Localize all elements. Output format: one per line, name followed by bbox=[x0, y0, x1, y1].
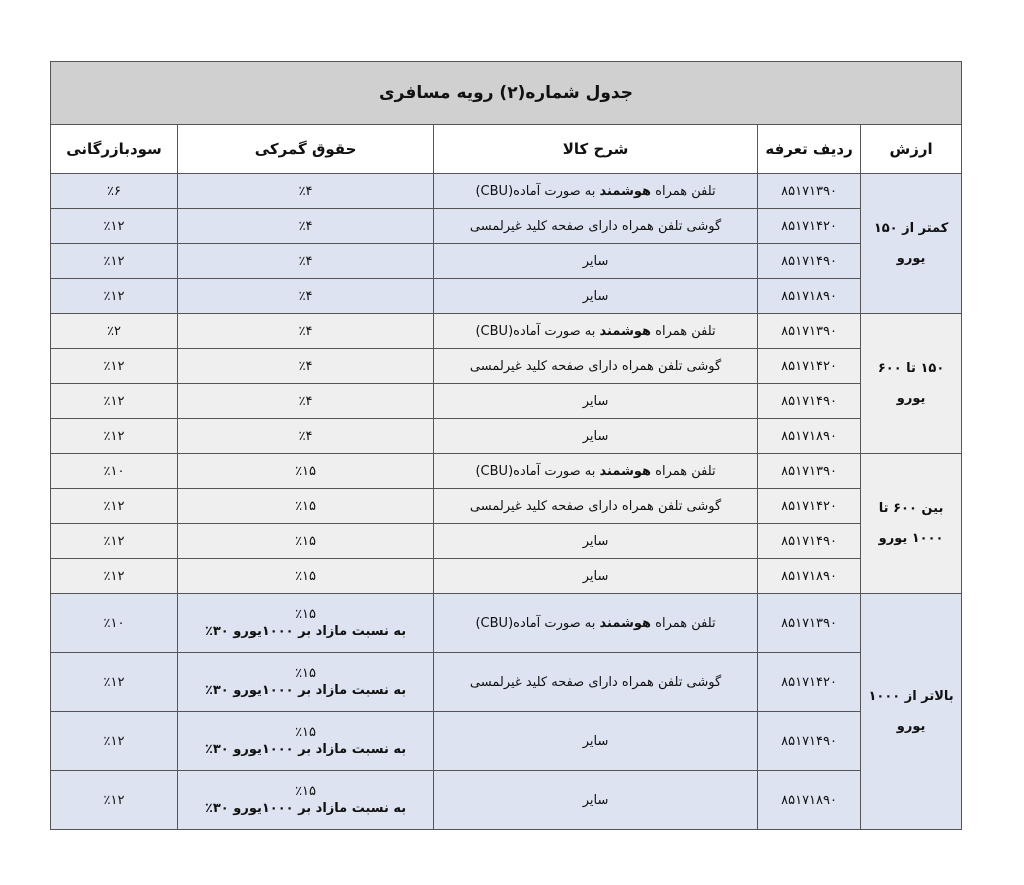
commercial-profit: ٪۱۲ bbox=[51, 653, 178, 712]
commercial-profit: ٪۱۲ bbox=[51, 419, 178, 454]
description-cell: سایر bbox=[434, 771, 758, 830]
commercial-profit: ٪۱۰ bbox=[51, 454, 178, 489]
description-cell: گوشی تلفن همراه دارای صفحه کلید غیرلمسی bbox=[434, 209, 758, 244]
description-cell bbox=[434, 594, 758, 653]
customs-duty: ٪۴ bbox=[178, 279, 434, 314]
customs-duty: ٪۱۵ bbox=[178, 559, 434, 594]
customs-duty: ٪۴ bbox=[178, 244, 434, 279]
duty-rate: ٪۱۵ bbox=[295, 784, 317, 799]
header-commercial-profit: سودبازرگانی bbox=[51, 125, 178, 174]
duty-note: به نسبت مازاد بر ۱۰۰۰یورو ۳۰٪ bbox=[204, 683, 407, 698]
tariff-code: ۸۵۱۷۱۳۹۰ bbox=[758, 314, 861, 349]
duty-note: به نسبت مازاد بر ۱۰۰۰یورو ۳۰٪ bbox=[204, 742, 407, 757]
value-range-cell: بالاتر از ۱۰۰۰ یورو bbox=[861, 594, 962, 830]
table-row bbox=[51, 771, 962, 830]
commercial-profit: ٪۱۲ bbox=[51, 559, 178, 594]
table-row bbox=[51, 174, 962, 209]
desc-text: به صورت آماده(CBU) bbox=[475, 615, 600, 631]
commercial-profit: ٪۱۲ bbox=[51, 771, 178, 830]
table-row bbox=[51, 279, 962, 314]
description-cell bbox=[434, 174, 758, 209]
tariff-code: ۸۵۱۷۱۴۹۰ bbox=[758, 524, 861, 559]
desc-text: به صورت آماده(CBU) bbox=[475, 463, 600, 479]
header-description: شرح کالا bbox=[434, 125, 758, 174]
tariff-code: ۸۵۱۷۱۴۲۰ bbox=[758, 489, 861, 524]
tariff-code: ۸۵۱۷۱۸۹۰ bbox=[758, 559, 861, 594]
tariff-code: ۸۵۱۷۱۴۲۰ bbox=[758, 349, 861, 384]
table-row bbox=[51, 384, 962, 419]
commercial-profit: ٪۱۲ bbox=[51, 349, 178, 384]
tariff-code: ۸۵۱۷۱۴۹۰ bbox=[758, 244, 861, 279]
customs-duty: ٪۴ bbox=[178, 384, 434, 419]
tariff-code: ۸۵۱۷۱۳۹۰ bbox=[758, 454, 861, 489]
tariff-code: ۸۵۱۷۱۴۹۰ bbox=[758, 384, 861, 419]
value-range-cell: ۱۵۰ تا ۶۰۰ یورو bbox=[861, 314, 962, 454]
table-row bbox=[51, 489, 962, 524]
tariff-table bbox=[50, 61, 962, 830]
commercial-profit: ٪۱۰ bbox=[51, 594, 178, 653]
value-range-cell: بین ۶۰۰ تا ۱۰۰۰ یورو bbox=[861, 454, 962, 594]
customs-duty bbox=[178, 712, 434, 771]
value-range-cell: کمتر از ۱۵۰ یورو bbox=[861, 174, 962, 314]
customs-duty: ٪۱۵ bbox=[178, 489, 434, 524]
header-tariff-code: ردیف تعرفه bbox=[758, 125, 861, 174]
description-cell: گوشی تلفن همراه دارای صفحه کلید غیرلمسی bbox=[434, 349, 758, 384]
tariff-code: ۸۵۱۷۱۴۲۰ bbox=[758, 653, 861, 712]
commercial-profit: ٪۱۲ bbox=[51, 209, 178, 244]
customs-duty: ٪۴ bbox=[178, 174, 434, 209]
table-row bbox=[51, 712, 962, 771]
desc-text: تلفن همراه bbox=[651, 615, 716, 631]
tariff-code: ۸۵۱۷۱۸۹۰ bbox=[758, 771, 861, 830]
table-title: جدول شماره(۲) رویه مسافری bbox=[51, 62, 962, 125]
customs-duty: ٪۴ bbox=[178, 314, 434, 349]
description-cell: گوشی تلفن همراه دارای صفحه کلید غیرلمسی bbox=[434, 489, 758, 524]
table-row bbox=[51, 244, 962, 279]
table-row bbox=[51, 524, 962, 559]
customs-duty bbox=[178, 771, 434, 830]
description-cell: سایر bbox=[434, 559, 758, 594]
header-customs-duty: حقوق گمرکی bbox=[178, 125, 434, 174]
description-cell: سایر bbox=[434, 279, 758, 314]
duty-rate: ٪۱۵ bbox=[295, 607, 317, 622]
customs-duty: ٪۴ bbox=[178, 349, 434, 384]
customs-duty bbox=[178, 594, 434, 653]
commercial-profit: ٪۱۲ bbox=[51, 489, 178, 524]
description-cell: سایر bbox=[434, 712, 758, 771]
duty-note: به نسبت مازاد بر ۱۰۰۰یورو ۳۰٪ bbox=[204, 624, 407, 639]
desc-text: تلفن همراه bbox=[651, 463, 716, 479]
description-cell bbox=[434, 314, 758, 349]
description-cell: سایر bbox=[434, 524, 758, 559]
commercial-profit: ٪۱۲ bbox=[51, 279, 178, 314]
table-row bbox=[51, 559, 962, 594]
description-cell: گوشی تلفن همراه دارای صفحه کلید غیرلمسی bbox=[434, 653, 758, 712]
tariff-code: ۸۵۱۷۱۸۹۰ bbox=[758, 279, 861, 314]
desc-bold: هوشمند bbox=[599, 323, 652, 339]
table-row bbox=[51, 594, 962, 653]
desc-bold: هوشمند bbox=[599, 183, 652, 199]
tariff-code: ۸۵۱۷۱۸۹۰ bbox=[758, 419, 861, 454]
description-cell: سایر bbox=[434, 384, 758, 419]
commercial-profit: ٪۶ bbox=[51, 174, 178, 209]
customs-duty: ٪۴ bbox=[178, 209, 434, 244]
customs-duty bbox=[178, 653, 434, 712]
desc-bold: هوشمند bbox=[599, 615, 652, 631]
table-row bbox=[51, 454, 962, 489]
description-cell: سایر bbox=[434, 419, 758, 454]
description-cell bbox=[434, 454, 758, 489]
tariff-code: ۸۵۱۷۱۴۲۰ bbox=[758, 209, 861, 244]
commercial-profit: ٪۲ bbox=[51, 314, 178, 349]
table-row bbox=[51, 419, 962, 454]
tariff-code: ۸۵۱۷۱۳۹۰ bbox=[758, 174, 861, 209]
header-value: ارزش bbox=[861, 125, 962, 174]
duty-note: به نسبت مازاد بر ۱۰۰۰یورو ۳۰٪ bbox=[204, 801, 407, 816]
tariff-code: ۸۵۱۷۱۴۹۰ bbox=[758, 712, 861, 771]
desc-text: به صورت آماده(CBU) bbox=[475, 183, 600, 199]
duty-rate: ٪۱۵ bbox=[295, 725, 317, 740]
customs-duty: ٪۱۵ bbox=[178, 454, 434, 489]
tariff-code: ۸۵۱۷۱۳۹۰ bbox=[758, 594, 861, 653]
customs-duty: ٪۴ bbox=[178, 419, 434, 454]
commercial-profit: ٪۱۲ bbox=[51, 244, 178, 279]
desc-bold: هوشمند bbox=[599, 463, 652, 479]
description-cell: سایر bbox=[434, 244, 758, 279]
desc-text: تلفن همراه bbox=[651, 323, 716, 339]
customs-duty: ٪۱۵ bbox=[178, 524, 434, 559]
duty-rate: ٪۱۵ bbox=[295, 666, 317, 681]
table-row bbox=[51, 653, 962, 712]
table-row bbox=[51, 349, 962, 384]
table-row bbox=[51, 314, 962, 349]
commercial-profit: ٪۱۲ bbox=[51, 524, 178, 559]
commercial-profit: ٪۱۲ bbox=[51, 384, 178, 419]
desc-text: به صورت آماده(CBU) bbox=[475, 323, 600, 339]
table-row bbox=[51, 209, 962, 244]
desc-text: تلفن همراه bbox=[651, 183, 716, 199]
commercial-profit: ٪۱۲ bbox=[51, 712, 178, 771]
